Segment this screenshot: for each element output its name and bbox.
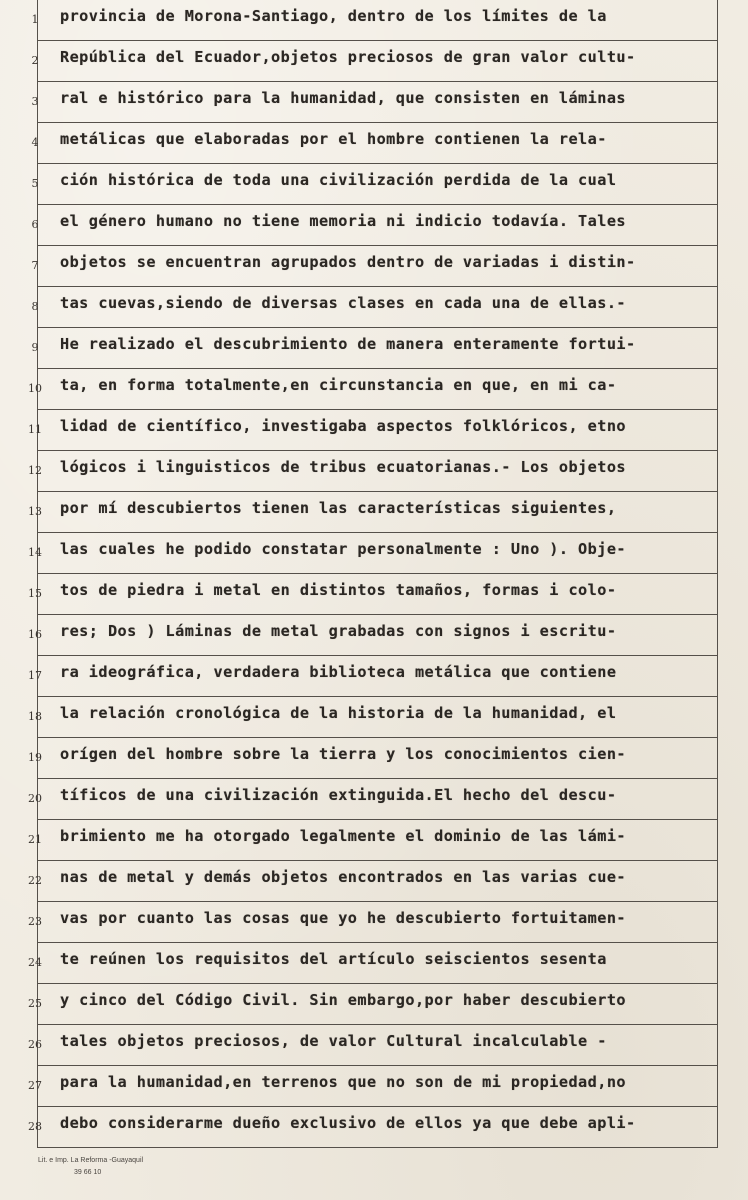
document-line	[0, 820, 748, 861]
line-text: brimiento me ha otorgado legalmente el dominio de las lámi-	[60, 827, 627, 845]
document-line	[0, 41, 748, 82]
line-text: tos de piedra i metal en distintos tamaños, formas i colo-	[60, 581, 617, 599]
document-line	[0, 205, 748, 246]
line-text: tales objetos preciosos, de valor Cultural incalculable -	[60, 1032, 607, 1050]
line-number: 12	[28, 464, 42, 477]
line-text: res; Dos ) Láminas de metal grabadas con signos i escritu-	[60, 622, 617, 640]
line-number: 1	[31, 13, 39, 26]
line-number: 24	[28, 956, 42, 969]
document-line	[0, 574, 748, 615]
document-line	[0, 902, 748, 943]
document-line	[0, 984, 748, 1025]
line-text: la relación cronológica de la historia de la humanidad, el	[60, 704, 617, 722]
line-number: 2	[31, 54, 39, 67]
document-line	[0, 861, 748, 902]
document-line	[0, 328, 748, 369]
line-text: las cuales he podido constatar personalmente : Uno ). Obje-	[60, 540, 627, 558]
line-number: 13	[28, 505, 42, 518]
line-number: 21	[28, 833, 42, 846]
document-line	[0, 1107, 748, 1148]
line-text: lógicos i linguisticos de tribus ecuatorianas.- Los objetos	[60, 458, 627, 476]
line-number: 28	[28, 1120, 42, 1133]
line-number: 4	[31, 136, 39, 149]
line-text: para la humanidad,en terrenos que no son de mi propiedad,no	[60, 1073, 627, 1091]
line-number: 27	[28, 1079, 42, 1092]
line-text: vas por cuanto las cosas que yo he descubierto fortuitamen-	[60, 909, 627, 927]
line-text: nas de metal y demás objetos encontrados en las varias cue-	[60, 868, 627, 886]
line-number: 5	[31, 177, 39, 190]
line-number: 20	[28, 792, 42, 805]
line-text: ral e histórico para la humanidad, que consisten en láminas	[60, 89, 627, 107]
document-line	[0, 615, 748, 656]
line-text: ta, en forma totalmente,en circunstancia en que, en mi ca-	[60, 376, 617, 394]
line-number: 23	[28, 915, 42, 928]
line-text: te reúnen los requisitos del artículo seiscientos sesenta	[60, 950, 607, 968]
document-line	[0, 0, 748, 41]
document-line	[0, 1025, 748, 1066]
line-number: 16	[28, 628, 42, 641]
line-text: el género humano no tiene memoria ni indicio todavía. Tales	[60, 212, 627, 230]
document-line	[0, 697, 748, 738]
line-number: 7	[31, 259, 39, 272]
line-number: 3	[31, 95, 39, 108]
document-line	[0, 123, 748, 164]
line-text: debo considerarme dueño exclusivo de ellos ya que debe apli-	[60, 1114, 636, 1132]
document-line	[0, 738, 748, 779]
line-number: 14	[28, 546, 42, 559]
line-number: 17	[28, 669, 42, 682]
line-text: ción histórica de toda una civilización perdida de la cual	[60, 171, 617, 189]
line-text: He realizado el descubrimiento de manera enteramente fortui-	[60, 335, 636, 353]
line-number: 11	[28, 423, 42, 436]
document-line	[0, 451, 748, 492]
document-line	[0, 82, 748, 123]
line-number: 8	[31, 300, 39, 313]
document-line	[0, 779, 748, 820]
line-text: República del Ecuador,objetos preciosos de gran valor cultu-	[60, 48, 636, 66]
document-line	[0, 410, 748, 451]
document-line	[0, 164, 748, 205]
document-line	[0, 656, 748, 697]
line-text: provincia de Morona-Santiago, dentro de los límites de la	[60, 7, 607, 25]
line-number: 26	[28, 1038, 42, 1051]
document-line	[0, 943, 748, 984]
line-text: lidad de científico, investigaba aspectos folklóricos, etno	[60, 417, 627, 435]
document-line	[0, 246, 748, 287]
line-text: y cinco del Código Civil. Sin embargo,por haber descubierto	[60, 991, 627, 1009]
line-number: 19	[28, 751, 42, 764]
printer-name: Lit. e Imp. La Reforma -Guayaquil	[38, 1157, 144, 1164]
line-text: objetos se encuentran agrupados dentro de variadas i distin-	[60, 253, 636, 271]
line-number: 22	[28, 874, 42, 887]
line-text: metálicas que elaboradas por el hombre contienen la rela-	[60, 130, 607, 148]
line-text: tas cuevas,siendo de diversas clases en cada una de ellas.-	[60, 294, 627, 312]
document-line	[0, 369, 748, 410]
document-line	[0, 1066, 748, 1107]
line-number: 6	[31, 218, 39, 231]
document-line	[0, 533, 748, 574]
line-text: ra ideográfica, verdadera biblioteca metálica que contiene	[60, 663, 617, 681]
form-code: 39 66 10	[74, 1169, 102, 1176]
line-number: 15	[28, 587, 42, 600]
line-number: 25	[28, 997, 42, 1010]
line-number: 10	[28, 382, 42, 395]
line-number: 9	[31, 341, 39, 354]
line-text: por mí descubiertos tienen las características siguientes,	[60, 499, 617, 517]
line-number: 18	[28, 710, 42, 723]
line-text: tíficos de una civilización extinguida.El hecho del descu-	[60, 786, 617, 804]
printer-footer	[38, 1155, 143, 1179]
document-line	[0, 492, 748, 533]
line-text: orígen del hombre sobre la tierra y los conocimientos cien-	[60, 745, 627, 763]
document-line	[0, 287, 748, 328]
